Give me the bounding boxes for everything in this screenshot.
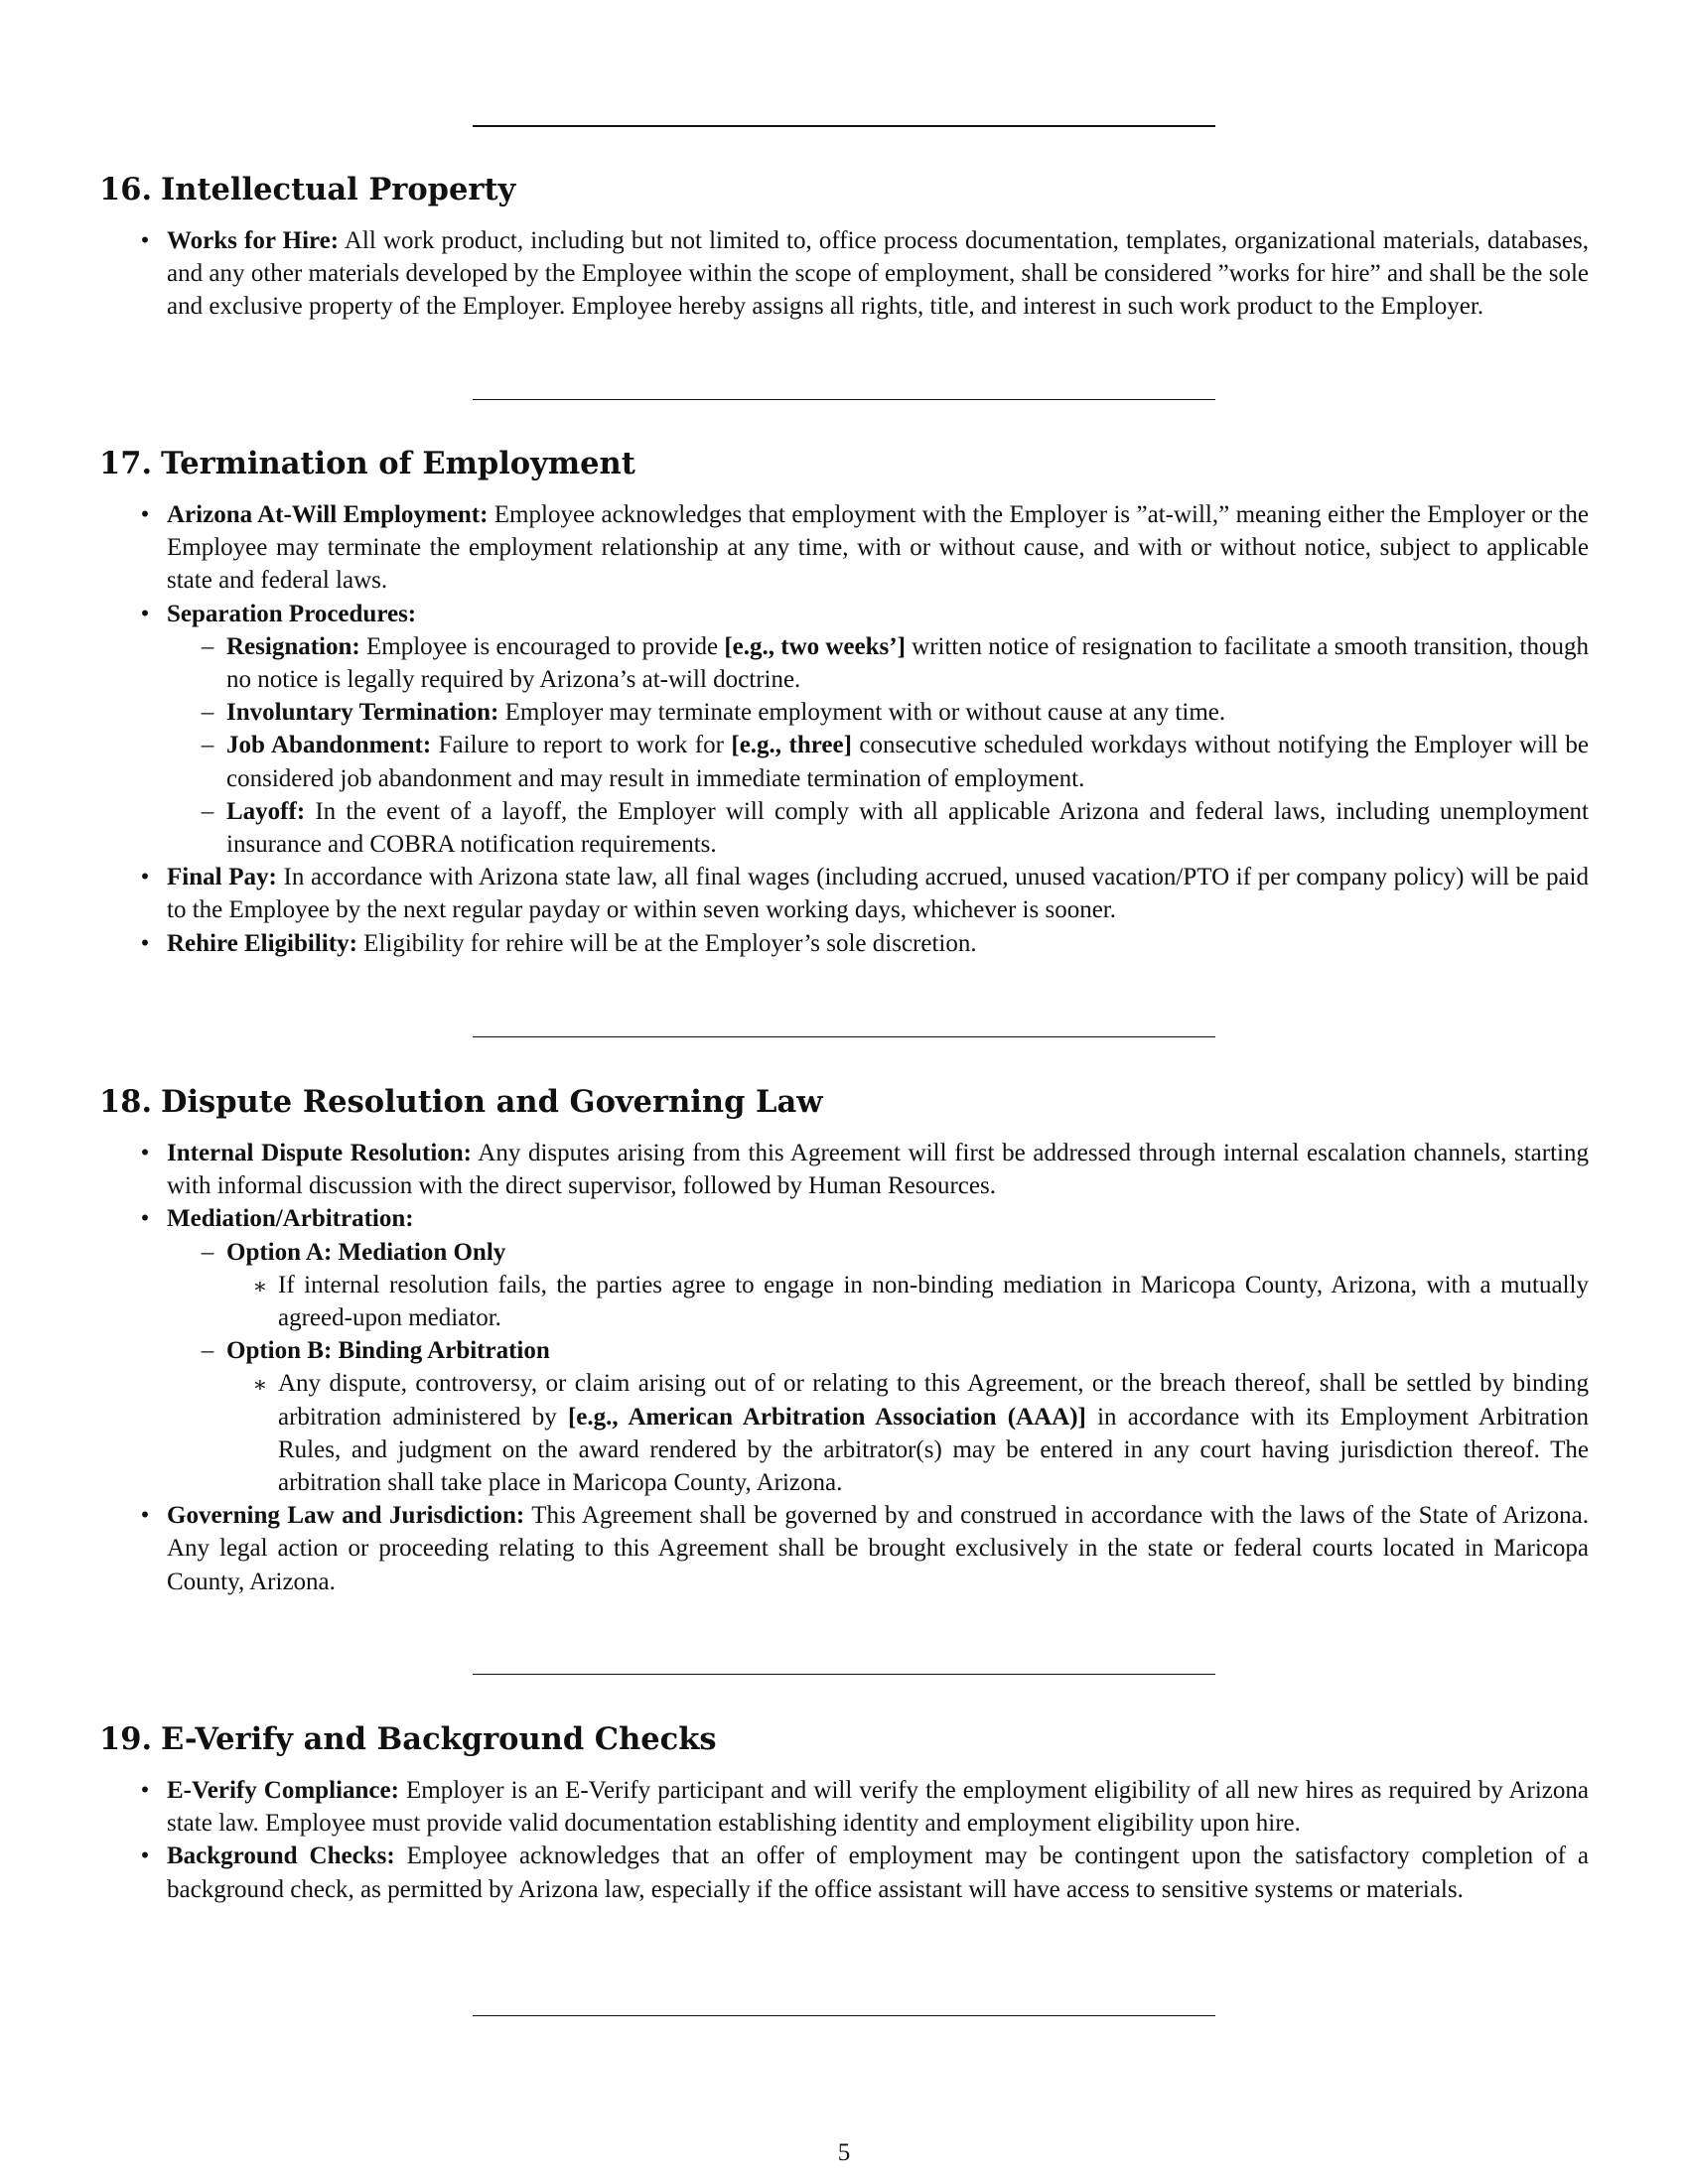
item-label: Resignation:	[226, 632, 360, 660]
list-item	[140, 224, 1589, 324]
list-item	[140, 1137, 1589, 1202]
item-text: Any disputes arising from this Agreement will first be addressed through internal escalation channels, starting with informal discussion with the direct supervisor, followed by Human Resources.	[167, 1140, 1589, 1200]
section-divider	[473, 125, 1215, 127]
item-text: This Agreement shall be governed by and construed in accordance with the laws of the State of Arizona. Any legal action or proceeding relating to this Agreement shall be brought exclusively in the state or federal courts located in Maricopa County, Arizona.	[167, 1502, 1589, 1595]
item-text: Employer is an E-Verify participant and will verify the employment eligibility of all new hires as required by Arizona state law. Employee must provide valid documentation establishing identity and employment eligibility upon hire.	[167, 1777, 1589, 1838]
option-label: Option A: Mediation Only	[226, 1238, 506, 1266]
sub-list-item: – Job Abandonment: Failure to report to work for [e.g., three] consecutive scheduled workdays without notifying the Employer will be considered job abandonment and may result in immediate termination of employment.	[226, 729, 1589, 794]
sub-sub-list-item: ∗ Any dispute, controversy, or claim arising out of or relating to this Agreement, or the breach thereof, shall be settled by binding arbitration administered by [e.g., American Arbitration Association (AAA)] in accordance with its Employment Arbitration Rules, and judgment on the award rendered by the arbitrator(s) may be entered in any court having jurisdiction thereof. The arbitration shall take place in Maricopa County, Arizona.	[278, 1367, 1589, 1499]
section-divider	[473, 399, 1215, 400]
bullet-icon: •	[140, 929, 150, 957]
item-text: All work product, including but not limited to, office process documentation, templates, organizational materials, databases, and any other materials developed by the Employee within the scope of employment, shall be considered ”works for hire” and shall be the sole and exclusive property of the Employer. Employee hereby assigns all rights, title, and interest in such work product to the Employer.	[167, 227, 1589, 321]
list-item	[140, 1202, 1589, 1235]
dash-icon: –	[201, 632, 214, 660]
dash-icon: –	[201, 732, 214, 759]
sub-sub-list-item: ∗ If internal resolution fails, the parties agree to engage in non-binding mediation in Maricopa County, Arizona, with a mutually agreed-upon mediator.	[278, 1269, 1589, 1334]
page-number: 5	[837, 2139, 851, 2166]
item-label: Governing Law and Jurisdiction:	[167, 1502, 525, 1530]
item-label: Works for Hire:	[167, 227, 340, 254]
list-item	[140, 598, 1589, 630]
sub-list-item	[201, 1334, 1589, 1367]
dash-icon: –	[201, 1337, 214, 1365]
sub-list-item: – Layoff: In the event of a layoff, the Employer will comply with all applicable Arizona and federal laws, including unemployment insurance and COBRA notification requirements.	[226, 795, 1589, 861]
item-label: Job Abandonment:	[226, 732, 432, 759]
section-heading: 19. E-Verify and Background Checks	[99, 1721, 717, 1757]
list-item	[140, 498, 1589, 598]
item-label: Final Pay:	[167, 864, 277, 891]
item-label: Internal Dispute Resolution:	[167, 1140, 472, 1166]
list-item	[140, 1774, 1589, 1840]
section-divider	[473, 1674, 1215, 1675]
section-19	[99, 1720, 1590, 1903]
sub-list-item: – Involuntary Termination: Employer may terminate employment with or without cause at any time.	[226, 696, 1589, 729]
section-17	[99, 445, 1590, 957]
list-item	[140, 861, 1589, 926]
bullet-icon: •	[140, 1777, 150, 1804]
dash-icon: –	[201, 699, 214, 727]
section-divider	[473, 2015, 1215, 2016]
item-label: Rehire Eligibility:	[167, 929, 357, 957]
item-label: Background Checks:	[167, 1843, 395, 1870]
item-text: In accordance with Arizona state law, all final wages (including accrued, unused vacation/PTO if per company policy) will be paid to the Employee by the next regular payday or within seven working days, whichever is sooner.	[167, 864, 1589, 924]
list-item	[140, 1499, 1589, 1598]
section-divider	[473, 1036, 1215, 1037]
bullet-icon: •	[140, 1205, 150, 1233]
item-text: Eligibility for rehire will be at the Employer’s sole discretion.	[356, 929, 977, 957]
bullet-icon: •	[140, 1140, 150, 1166]
asterisk-icon: ∗	[252, 1372, 268, 1398]
item-label: Mediation/Arbitration:	[167, 1205, 414, 1233]
sub-list-item	[201, 1236, 1589, 1269]
bullet-icon: •	[140, 864, 150, 891]
bullet-icon: •	[140, 1843, 150, 1870]
item-label: Involuntary Termination:	[226, 699, 499, 727]
bullet-icon: •	[140, 1502, 150, 1530]
dash-icon: –	[201, 1238, 214, 1266]
section-heading: 16. Intellectual Property	[99, 172, 516, 207]
item-label: Layoff:	[226, 797, 306, 825]
item-text: Employee acknowledges that an offer of employment may be contingent upon the satisfactory completion of a background check, as permitted by Arizona law, especially if the office assistant will have access to sensitive systems or materials.	[167, 1843, 1590, 1903]
item-label: Arizona At-Will Employment:	[167, 501, 489, 528]
section-heading: 18. Dispute Resolution and Governing Law	[99, 1084, 823, 1120]
sub-list-item: – Resignation: Employee is encouraged to provide [e.g., two weeks’] written notice of resignation to facilitate a smooth transition, though no notice is legally required by Arizona’s at-will doctrine.	[226, 630, 1589, 696]
item-label: E-Verify Compliance:	[167, 1777, 399, 1804]
item-label: Separation Procedures:	[167, 600, 417, 627]
asterisk-icon: ∗	[252, 1273, 268, 1298]
bullet-icon: •	[140, 227, 150, 254]
section-18	[99, 1083, 1589, 1595]
section-heading: 17. Termination of Employment	[99, 446, 635, 481]
dash-icon: –	[201, 797, 214, 825]
bullet-icon: •	[140, 501, 150, 528]
section-16	[99, 171, 1589, 321]
list-item	[140, 927, 1589, 960]
bullet-icon: •	[140, 600, 150, 627]
list-item	[140, 1840, 1590, 1905]
item-text: Employee acknowledges that employment with the Employer is ”at-will,” meaning either the Employer or the Employee may terminate the employment relationship at any time, with or without cause, and with or without notice, subject to applicable state and federal laws.	[167, 501, 1589, 595]
option-label: Option B: Binding Arbitration	[226, 1337, 550, 1365]
